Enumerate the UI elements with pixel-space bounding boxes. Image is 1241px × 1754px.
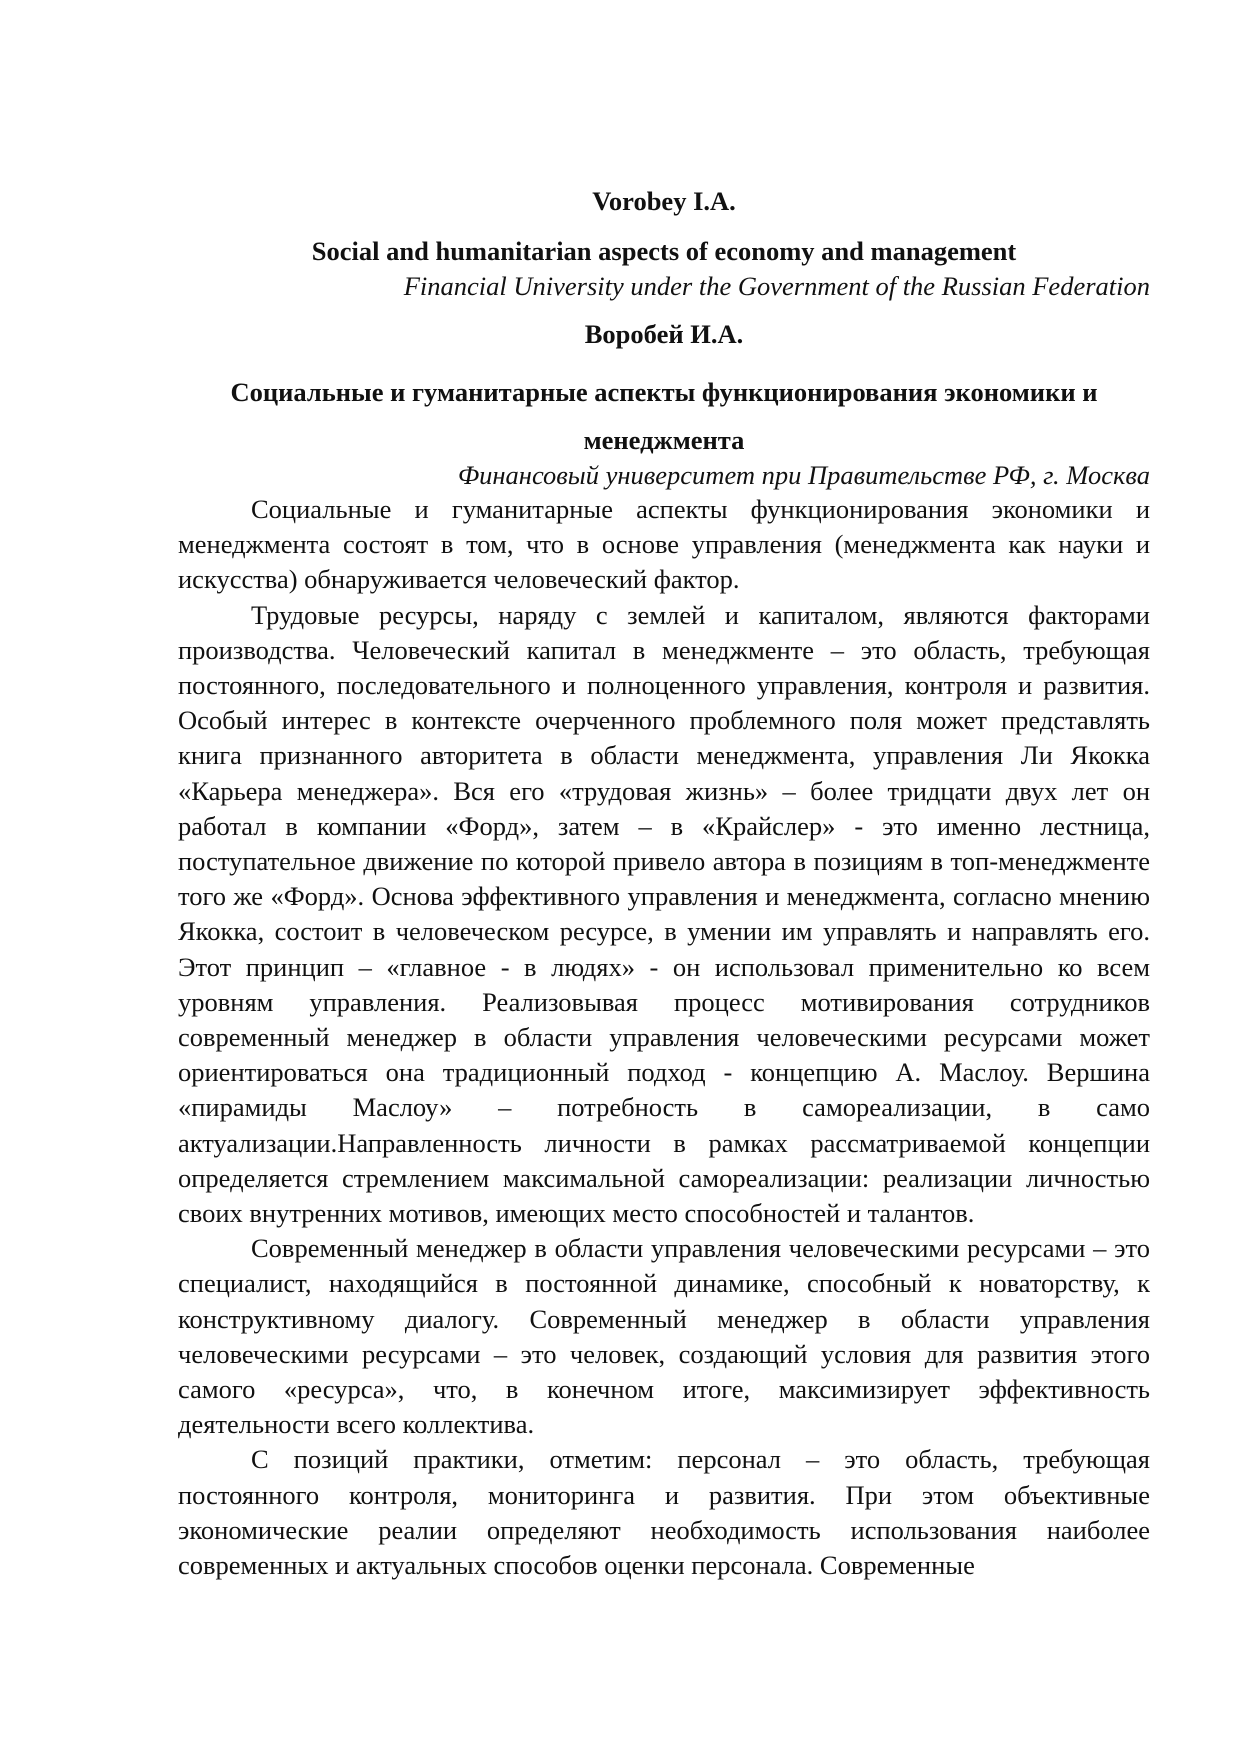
body-paragraph: Социальные и гуманитарные аспекты функционирования экономики и менеджмента состоят в том, что в основе управления (менеджмента как науки и искусства) обнаруживается человеческий фактор. <box>178 494 1150 595</box>
body-paragraph: Современный менеджер в области управления человеческими ресурсами – это специалист, находящийся в постоянной динамике, способный к новаторству, к конструктивному диалогу. Современный менеджер в области управления человеческими ресурсами – это человек, создающий условия для развития этого самого «ресурса», что, в конечном итоге, максимизирует эффективность деятельности всего коллектива. <box>178 1233 1150 1440</box>
affiliation-en: Financial University under the Government of the Russian Federation <box>403 271 1150 301</box>
author-name-en: Vorobey I.A. <box>592 186 736 216</box>
article-title-en: Social and humanitarian aspects of economy and management <box>311 236 1017 266</box>
author-name-ru: Воробей И.А. <box>584 319 744 349</box>
article-title-ru: Социальные и гуманитарные аспекты функционирования экономики и менеджмента <box>230 377 1098 455</box>
body-paragraph: С позиций практики, отметим: персонал – это область, требующая постоянного контроля, мониторинга и развития. При этом объективные экономические реалии определяют необходимость использования наиболее современных и актуальных способов оценки персонала. Современные <box>178 1444 1150 1581</box>
document-page <box>178 184 1150 1583</box>
affiliation-ru: Финансовый университет при Правительстве РФ, г. Москва <box>457 460 1150 490</box>
body-paragraph: Трудовые ресурсы, наряду с землей и капиталом, являются факторами производства. Человеческий капитал в менеджменте – это область, требующая постоянного, последовательного и полноценного управления, контроля и развития. Особый интерес в контексте очерченного проблемного поля может представлять книга признанного авторитета в области менеджмента, управления Ли Якокка «Карьера менеджера». Вся его «трудовая жизнь» – более тридцати двух лет он работал в компании «Форд», затем – в «Крайслер» - это именно лестница, поступательное движение по которой привело автора в позициям в топ-менеджменте того же «Форд». Основа эффективного управления и менеджмента, согласно мнению Якокка, состоит в человеческом ресурсе, в умении им управлять и направлять его. Этот принцип – «главное - в людях» - он использовал применительно ко всем уровням управления. Реализовывая процесс мотивирования сотрудников современный менеджер в области управления человеческими ресурсами может ориентироваться она традиционный подход - концепцию А. Маслоу. Вершина «пирамиды Маслоу» – потребность в самореализации, в само актуализации.Направленность личности в рамках рассматриваемой концепции определяется стремлением максимальной самореализации: реализации личностью своих внутренних мотивов, имеющих место способностей и талантов. <box>178 599 1150 1229</box>
